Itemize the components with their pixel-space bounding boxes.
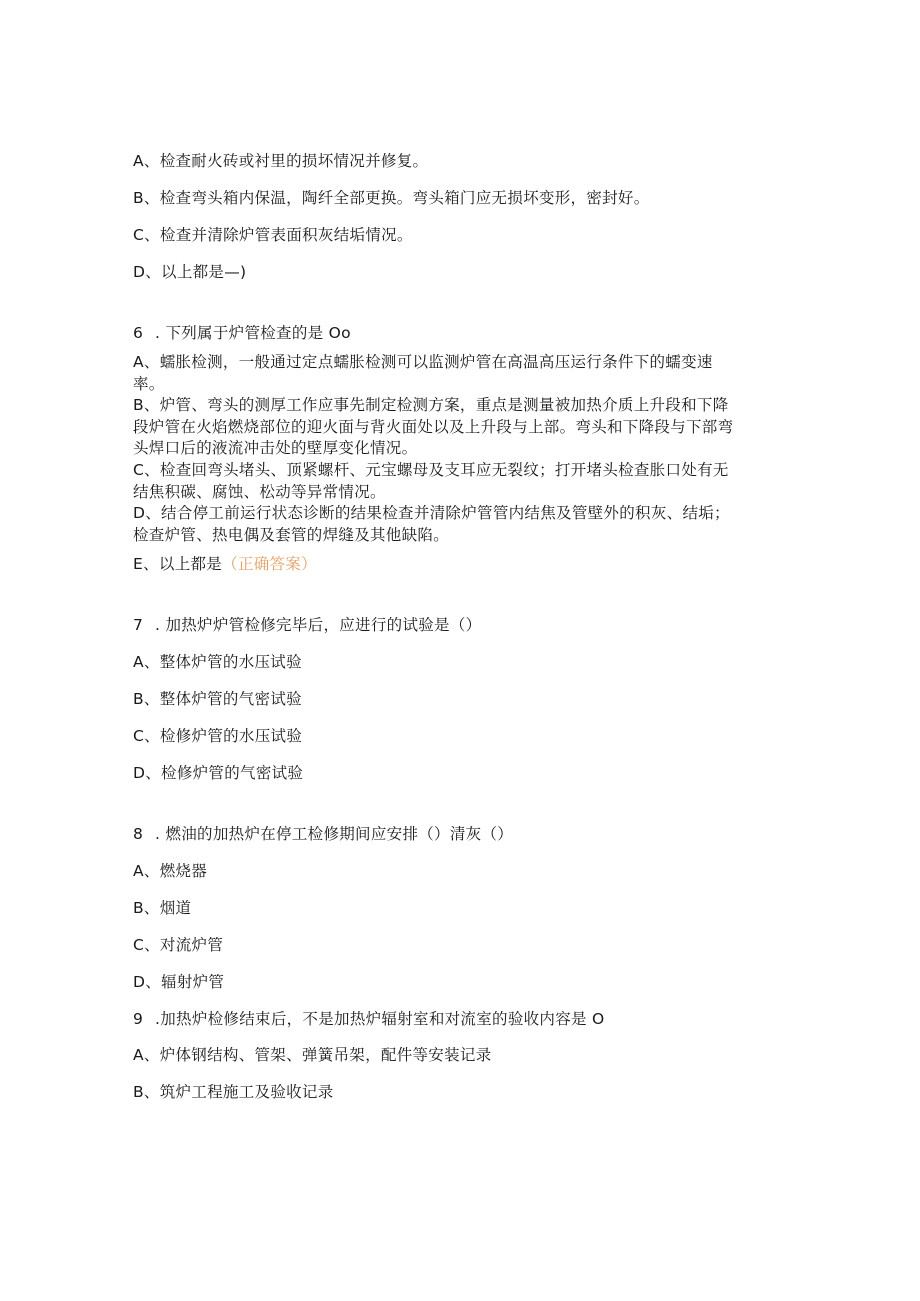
q7-stem: . 加热炉炉管检修完毕后，应进行的试验是（） [155, 616, 482, 634]
q6-option-c-line: 结焦积碳、腐蚀、松动等异常情况。 [133, 482, 386, 501]
q6-option-b-line: 段炉管在火焰燃烧部位的迎火面与背火面处以及上升段与上部。弯头和下降段与下部弯 [133, 417, 734, 436]
q8-stem: . 燃油的加热炉在停工检修期间应安排（）清灰（） [155, 825, 514, 843]
q7-option-c: C、检修炉管的水压试验 [133, 727, 303, 745]
q8-option-d: D、辐射炉管 [133, 973, 225, 991]
q6-option-b-line: B、炉管、弯头的测厚工作应事先制定检测方案，重点是测量被加热介质上升段和下降 [133, 396, 729, 414]
q8-option-c: C、对流炉管 [133, 936, 224, 954]
prev-option-a: A、检查耐火砖或衬里的损坏情况并修复。 [133, 152, 429, 170]
prev-option-d: D、以上都是—) [133, 263, 247, 281]
q6-option-b-line: 头焊口后的液流冲击处的壁厚变化情况。 [133, 439, 418, 457]
prev-option-c: C、检查并清除炉管表面积灰结垢情况。 [133, 226, 413, 244]
q6-option-c-line: C、检查回弯头堵头、顶紧螺杆、元宝螺母及支耳应无裂纹；打开堵头检查胀口处有无 [133, 461, 729, 479]
q8-number: 8 [133, 825, 144, 843]
q6-option-c [133, 460, 783, 503]
q6-stem: . 下列属于炉管检查的是 Oo [155, 324, 351, 342]
correct-answer-tag: （正确答案） [222, 555, 317, 573]
q6-stem-line [133, 322, 783, 344]
q9-option-b: B、筑炉工程施工及验收记录 [133, 1083, 334, 1101]
q9-stem-line [133, 1008, 783, 1030]
prev-option-b: B、检查弯头箱内保温，陶纤全部更换。弯头箱门应无损坏变形，密封好。 [133, 189, 650, 207]
q6-option-d-line: D、结合停工前运行状态诊断的结果检查并清除炉管管内结焦及管壁外的积灰、结垢； [133, 504, 730, 522]
q7-option-a: A、整体炉管的水压试验 [133, 653, 302, 671]
q9-option-a: A、炉体钢结构、管架、弹簧吊架，配件等安装记录 [133, 1046, 492, 1064]
q6-option-b [133, 395, 783, 460]
q7-number: 7 [133, 616, 144, 634]
q8-stem-line [133, 823, 783, 845]
q9-stem: .加热炉检修结束后，不是加热炉辐射室和对流室的验收内容是 O [155, 1010, 605, 1028]
q6-option-d [133, 503, 783, 546]
q6-option-a [133, 352, 783, 395]
q9-number: 9 [133, 1010, 144, 1028]
q7-stem-line [133, 614, 783, 636]
q6-option-a-line: A、蠕胀检测，一般通过定点蠕胀检测可以监测炉管在高温高压运行条件下的蠕变速 [133, 353, 713, 371]
q6-option-e-line [133, 553, 783, 575]
q6-number: 6 [133, 324, 144, 342]
q6-option-e: E、以上都是 [133, 555, 223, 573]
q6-option-a-line: 率。 [133, 374, 165, 393]
q8-option-a: A、燃烧器 [133, 862, 208, 880]
q8-option-b: B、烟道 [133, 899, 192, 917]
q7-option-d: D、检修炉管的气密试验 [133, 764, 304, 782]
q7-option-b: B、整体炉管的气密试验 [133, 690, 302, 708]
q6-option-d-line: 检查炉管、热电偶及套管的焊缝及其他缺陷。 [133, 525, 450, 544]
